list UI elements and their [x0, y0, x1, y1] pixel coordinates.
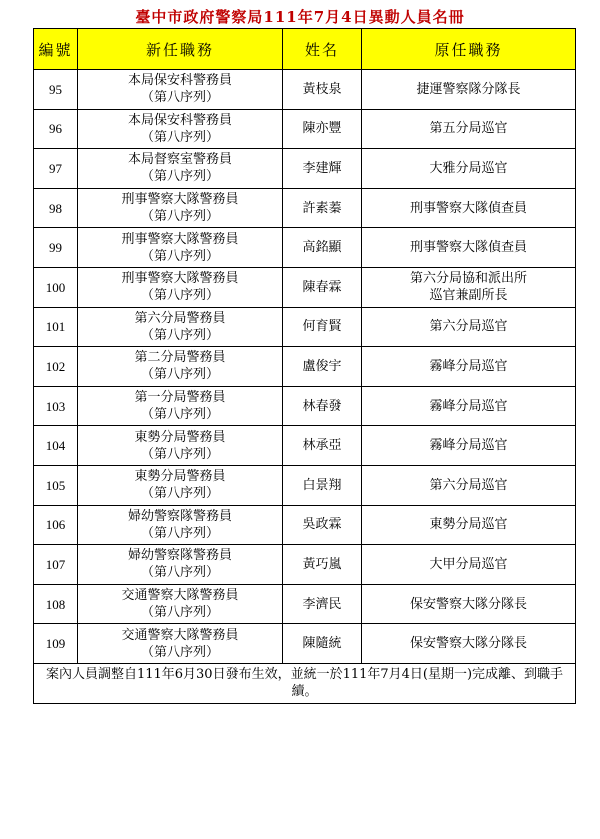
- new-position-rank: （第八序列）: [140, 367, 219, 383]
- old-position-line1: 保安警察大隊分隊長: [409, 636, 527, 652]
- header-name: 姓名: [283, 29, 362, 70]
- table-row: [34, 267, 576, 307]
- new-position-rank: （第八序列）: [140, 644, 219, 660]
- header-new-position: 新任職務: [78, 29, 283, 70]
- old-position-cell: [362, 426, 576, 466]
- old-position-cell: [362, 149, 576, 189]
- note-text: 案內人員調整自111年6月30日發布生效，並統一於111年7月4日(星期一)完成離、到職手續。: [34, 663, 576, 703]
- old-position-cell: [362, 624, 576, 664]
- new-position-title: 本局保安科警務員: [127, 73, 232, 89]
- row-number: 104: [34, 426, 78, 466]
- table-row: [34, 426, 576, 466]
- new-position-title: 本局保安科警務員: [127, 112, 232, 128]
- table-row: [34, 228, 576, 268]
- old-position-line1: 第六分局巡官: [429, 319, 508, 335]
- table-row: [34, 505, 576, 545]
- old-position-line1: 霧峰分局巡官: [429, 398, 508, 414]
- table-row: [34, 347, 576, 387]
- table-row: [34, 545, 576, 585]
- new-position-rank: （第八序列）: [140, 605, 219, 621]
- old-position-line2: 巡官兼副所長: [429, 288, 508, 304]
- old-position-line1: 刑事警察大隊偵查員: [409, 200, 527, 216]
- table-row: [34, 624, 576, 664]
- new-position-title: 第二分局警務員: [134, 350, 226, 366]
- new-position-rank: （第八序列）: [140, 446, 219, 462]
- old-position-cell: [362, 188, 576, 228]
- row-number: 98: [34, 188, 78, 228]
- old-position-line1: 第六分局協和派出所: [409, 271, 527, 287]
- old-position-line1: 捷運警察隊分隊長: [416, 81, 521, 97]
- person-name: 黃枝泉: [283, 70, 362, 110]
- new-position-rank: （第八序列）: [140, 486, 219, 502]
- old-position-cell: [362, 347, 576, 387]
- old-position-line1: 第五分局巡官: [429, 121, 508, 137]
- table-row: [34, 149, 576, 189]
- old-position-cell: [362, 267, 576, 307]
- old-position-cell: [362, 228, 576, 268]
- old-position-cell: [362, 584, 576, 624]
- table-row: [34, 70, 576, 110]
- new-position-cell: [78, 267, 283, 307]
- new-position-cell: [78, 188, 283, 228]
- old-position-cell: [362, 70, 576, 110]
- person-name: 陳隨統: [283, 624, 362, 664]
- old-position-cell: [362, 386, 576, 426]
- person-name: 李濟民: [283, 584, 362, 624]
- personnel-table: [33, 28, 576, 704]
- row-number: 107: [34, 545, 78, 585]
- new-position-title: 第一分局警務員: [134, 390, 226, 406]
- person-name: 黃巧嵐: [283, 545, 362, 585]
- new-position-title: 交通警察大隊警務員: [121, 588, 239, 604]
- person-name: 吳政霖: [283, 505, 362, 545]
- person-name: 許素蓁: [283, 188, 362, 228]
- old-position-cell: [362, 505, 576, 545]
- person-name: 陳春霖: [283, 267, 362, 307]
- note-row: [34, 663, 576, 703]
- table-row: [34, 188, 576, 228]
- old-position-cell: [362, 109, 576, 149]
- new-position-cell: [78, 584, 283, 624]
- row-number: 105: [34, 465, 78, 505]
- old-position-line1: 刑事警察大隊偵查員: [409, 240, 527, 256]
- row-number: 99: [34, 228, 78, 268]
- old-position-cell: [362, 465, 576, 505]
- new-position-title: 東勢分局警務員: [134, 429, 226, 445]
- new-position-title: 刑事警察大隊警務員: [121, 231, 239, 247]
- old-position-line1: 東勢分局巡官: [429, 517, 508, 533]
- new-position-cell: [78, 545, 283, 585]
- old-position-line1: 保安警察大隊分隊長: [409, 596, 527, 612]
- new-position-title: 本局督察室警務員: [127, 152, 232, 168]
- row-number: 108: [34, 584, 78, 624]
- new-position-cell: [78, 386, 283, 426]
- new-position-cell: [78, 109, 283, 149]
- old-position-line1: 霧峰分局巡官: [429, 358, 508, 374]
- row-number: 96: [34, 109, 78, 149]
- old-position-line1: 大甲分局巡官: [429, 556, 508, 572]
- new-position-rank: （第八序列）: [140, 565, 219, 581]
- new-position-cell: [78, 228, 283, 268]
- person-name: 林春發: [283, 386, 362, 426]
- new-position-title: 交通警察大隊警務員: [121, 627, 239, 643]
- new-position-cell: [78, 70, 283, 110]
- new-position-title: 第六分局警務員: [134, 310, 226, 326]
- new-position-cell: [78, 624, 283, 664]
- row-number: 100: [34, 267, 78, 307]
- row-number: 109: [34, 624, 78, 664]
- person-name: 白景翔: [283, 465, 362, 505]
- new-position-title: 婦幼警察隊警務員: [127, 508, 232, 524]
- new-position-rank: （第八序列）: [140, 209, 219, 225]
- row-number: 97: [34, 149, 78, 189]
- table-row: [34, 109, 576, 149]
- person-name: 何育賢: [283, 307, 362, 347]
- old-position-line1: 第六分局巡官: [429, 477, 508, 493]
- person-name: 李建輝: [283, 149, 362, 189]
- row-number: 95: [34, 70, 78, 110]
- new-position-cell: [78, 347, 283, 387]
- row-number: 101: [34, 307, 78, 347]
- new-position-cell: [78, 465, 283, 505]
- new-position-cell: [78, 426, 283, 466]
- person-name: 林承亞: [283, 426, 362, 466]
- new-position-rank: （第八序列）: [140, 169, 219, 185]
- new-position-cell: [78, 307, 283, 347]
- row-number: 103: [34, 386, 78, 426]
- new-position-rank: （第八序列）: [140, 525, 219, 541]
- new-position-rank: （第八序列）: [140, 288, 219, 304]
- table-row: [34, 584, 576, 624]
- new-position-title: 刑事警察大隊警務員: [121, 271, 239, 287]
- header-row: [34, 29, 576, 70]
- new-position-title: 刑事警察大隊警務員: [121, 192, 239, 208]
- person-name: 陳亦豐: [283, 109, 362, 149]
- new-position-rank: （第八序列）: [140, 327, 219, 343]
- table-row: [34, 386, 576, 426]
- table-row: [34, 307, 576, 347]
- document-title: 臺中市政府警察局111年7月4日異動人員名冊: [135, 8, 465, 26]
- old-position-cell: [362, 307, 576, 347]
- table-row: [34, 465, 576, 505]
- person-name: 高銘顯: [283, 228, 362, 268]
- new-position-rank: （第八序列）: [140, 90, 219, 106]
- old-position-cell: [362, 545, 576, 585]
- new-position-rank: （第八序列）: [140, 407, 219, 423]
- new-position-title: 婦幼警察隊警務員: [127, 548, 232, 564]
- header-old-position: 原任職務: [362, 29, 576, 70]
- new-position-title: 東勢分局警務員: [134, 469, 226, 485]
- new-position-cell: [78, 149, 283, 189]
- new-position-rank: （第八序列）: [140, 129, 219, 145]
- row-number: 106: [34, 505, 78, 545]
- old-position-line1: 大雅分局巡官: [429, 160, 508, 176]
- old-position-line1: 霧峰分局巡官: [429, 438, 508, 454]
- new-position-cell: [78, 505, 283, 545]
- row-number: 102: [34, 347, 78, 387]
- person-name: 盧俊宇: [283, 347, 362, 387]
- new-position-rank: （第八序列）: [140, 248, 219, 264]
- header-number: 編號: [34, 29, 78, 70]
